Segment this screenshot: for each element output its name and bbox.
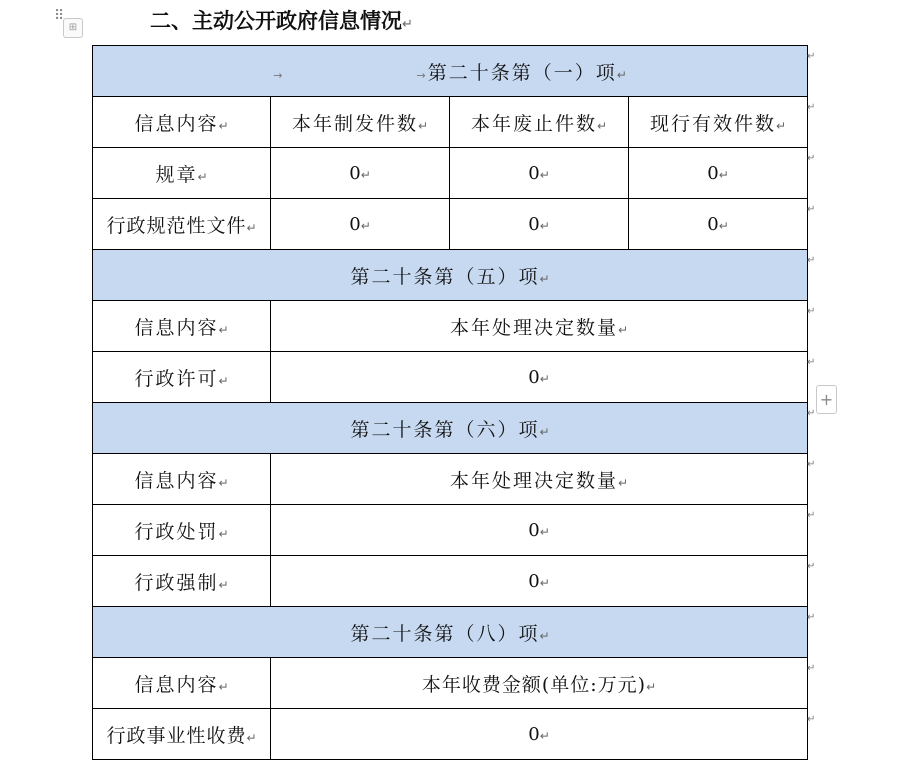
- paragraph-mark-icon: ↵: [246, 220, 257, 235]
- table-row: [93, 148, 808, 199]
- paragraph-mark-icon: ↵: [617, 475, 629, 490]
- row-label-cell[interactable]: 行政强制↵: [93, 556, 271, 607]
- header-cell[interactable]: 信息内容↵: [93, 658, 271, 709]
- paragraph-mark-icon: ↵: [539, 728, 550, 743]
- paragraph-mark-icon: ↵: [218, 577, 229, 592]
- row-end-mark-icon: ↵: [807, 254, 816, 266]
- paragraph-mark-icon: ↵: [197, 169, 208, 184]
- paragraph-mark-icon: ↵: [218, 475, 229, 490]
- tab-arrow-icon: →: [416, 68, 428, 82]
- value-cell[interactable]: 0↵: [450, 148, 629, 199]
- table-row: [93, 709, 808, 760]
- paragraph-mark-icon: ↵: [617, 322, 629, 337]
- row-end-mark-icon: ↵: [807, 458, 816, 470]
- paragraph-mark-icon: ↵: [539, 371, 550, 386]
- section-title-cell[interactable]: [93, 607, 808, 658]
- value-cell[interactable]: 0↵: [271, 199, 450, 250]
- row-end-mark-icon: ↵: [807, 356, 816, 368]
- header-cell[interactable]: 信息内容↵: [93, 97, 271, 148]
- row-end-mark-icon: ↵: [807, 407, 816, 419]
- paragraph-mark-icon: ↵: [360, 218, 371, 233]
- row-end-mark-icon: ↵: [807, 662, 816, 674]
- row-end-mark-icon: ↵: [807, 101, 816, 113]
- row-label-cell[interactable]: 行政处罚↵: [93, 505, 271, 556]
- paragraph-mark-icon: ↵: [718, 167, 729, 182]
- row-end-mark-icon: ↵: [807, 152, 816, 164]
- table-row: [93, 556, 808, 607]
- header-cell[interactable]: 本年收费金额(单位:万元)↵: [271, 658, 808, 709]
- heading-text: 二、主动公开政府信息情况: [150, 9, 402, 33]
- header-cell[interactable]: 本年处理决定数量↵: [271, 454, 808, 505]
- paragraph-mark-icon: ↵: [539, 424, 550, 439]
- value-cell[interactable]: 0↵: [271, 709, 808, 760]
- tab-arrow-icon: →: [273, 68, 285, 82]
- value-cell[interactable]: 0↵: [271, 505, 808, 556]
- section-title: 第二十条第（八）项: [350, 622, 540, 645]
- row-end-mark-icon: ↵: [807, 713, 816, 725]
- header-cell[interactable]: 本年制发件数↵: [271, 97, 450, 148]
- row-end-mark-icon: ↵: [807, 509, 816, 521]
- paragraph-mark-icon: ↵: [218, 118, 229, 133]
- value-cell[interactable]: 0↵: [450, 199, 629, 250]
- paragraph-mark-icon: ↵: [246, 730, 257, 745]
- paragraph-mark-icon: ↵: [616, 67, 627, 82]
- row-end-mark-icon: ↵: [807, 305, 816, 317]
- section-title-cell[interactable]: [93, 46, 808, 97]
- paragraph-mark-icon: ↵: [646, 679, 657, 694]
- row-label-cell[interactable]: 行政许可↵: [93, 352, 271, 403]
- paragraph-mark-icon: ↵: [539, 218, 550, 233]
- paragraph-mark-icon: ↵: [539, 575, 550, 590]
- paragraph-mark-icon: ↵: [218, 679, 229, 694]
- header-cell[interactable]: 本年处理决定数量↵: [271, 301, 808, 352]
- section-title-cell[interactable]: [93, 250, 808, 301]
- row-label-cell[interactable]: 行政事业性收费↵: [93, 709, 271, 760]
- header-cell[interactable]: 现行有效件数↵: [629, 97, 808, 148]
- paragraph-mark-icon: ↵: [417, 118, 429, 133]
- row-label-cell[interactable]: 行政规范性文件↵: [93, 199, 271, 250]
- table-move-handle-icon[interactable]: ⊞: [63, 18, 83, 38]
- public-info-table: [92, 45, 808, 760]
- paragraph-mark-icon: ↵: [718, 218, 729, 233]
- paragraph-mark-icon: ↵: [596, 118, 608, 133]
- value-cell[interactable]: 0↵: [271, 148, 450, 199]
- paragraph-mark-icon: ↵: [539, 628, 550, 643]
- section-title-row: [93, 403, 808, 454]
- row-end-mark-icon: ↵: [807, 203, 816, 215]
- value-cell[interactable]: 0↵: [271, 352, 808, 403]
- section-title-row: [93, 250, 808, 301]
- value-cell[interactable]: 0↵: [629, 148, 808, 199]
- header-row: [93, 658, 808, 709]
- paragraph-mark-icon: ↵: [539, 524, 550, 539]
- section-title: 第二十条第（一）项: [427, 61, 617, 84]
- section-title: 第二十条第（六）项: [350, 418, 540, 441]
- section-title: 第二十条第（五）项: [350, 265, 540, 288]
- header-cell[interactable]: 本年废止件数↵: [450, 97, 629, 148]
- section-title-row: [93, 607, 808, 658]
- row-end-mark-icon: ↵: [807, 560, 816, 572]
- paragraph-mark-icon: ↵: [360, 167, 371, 182]
- value-cell[interactable]: 0↵: [271, 556, 808, 607]
- paragraph-mark-icon: ↵: [775, 118, 787, 133]
- value-cell[interactable]: 0↵: [629, 199, 808, 250]
- paragraph-mark-icon: ↵: [218, 526, 229, 541]
- header-row: [93, 97, 808, 148]
- add-row-icon[interactable]: +: [816, 385, 837, 414]
- header-cell[interactable]: 信息内容↵: [93, 454, 271, 505]
- header-row: [93, 301, 808, 352]
- row-label-cell[interactable]: 规章↵: [93, 148, 271, 199]
- table-row: [93, 199, 808, 250]
- header-row: [93, 454, 808, 505]
- paragraph-mark-icon: ↵: [402, 17, 413, 32]
- paragraph-mark-icon: ↵: [539, 271, 550, 286]
- section-heading: [150, 5, 413, 37]
- paragraph-mark-icon: ↵: [218, 322, 229, 337]
- row-end-mark-icon: ↵: [807, 611, 816, 623]
- section-title-row: [93, 46, 808, 97]
- header-cell[interactable]: 信息内容↵: [93, 301, 271, 352]
- paragraph-mark-icon: ↵: [218, 373, 229, 388]
- paragraph-mark-icon: ↵: [539, 167, 550, 182]
- block-drag-handle-icon[interactable]: ⠿: [54, 8, 64, 24]
- row-end-mark-icon: ↵: [807, 50, 816, 62]
- section-title-cell[interactable]: [93, 403, 808, 454]
- table-row: [93, 505, 808, 556]
- table-row: [93, 352, 808, 403]
